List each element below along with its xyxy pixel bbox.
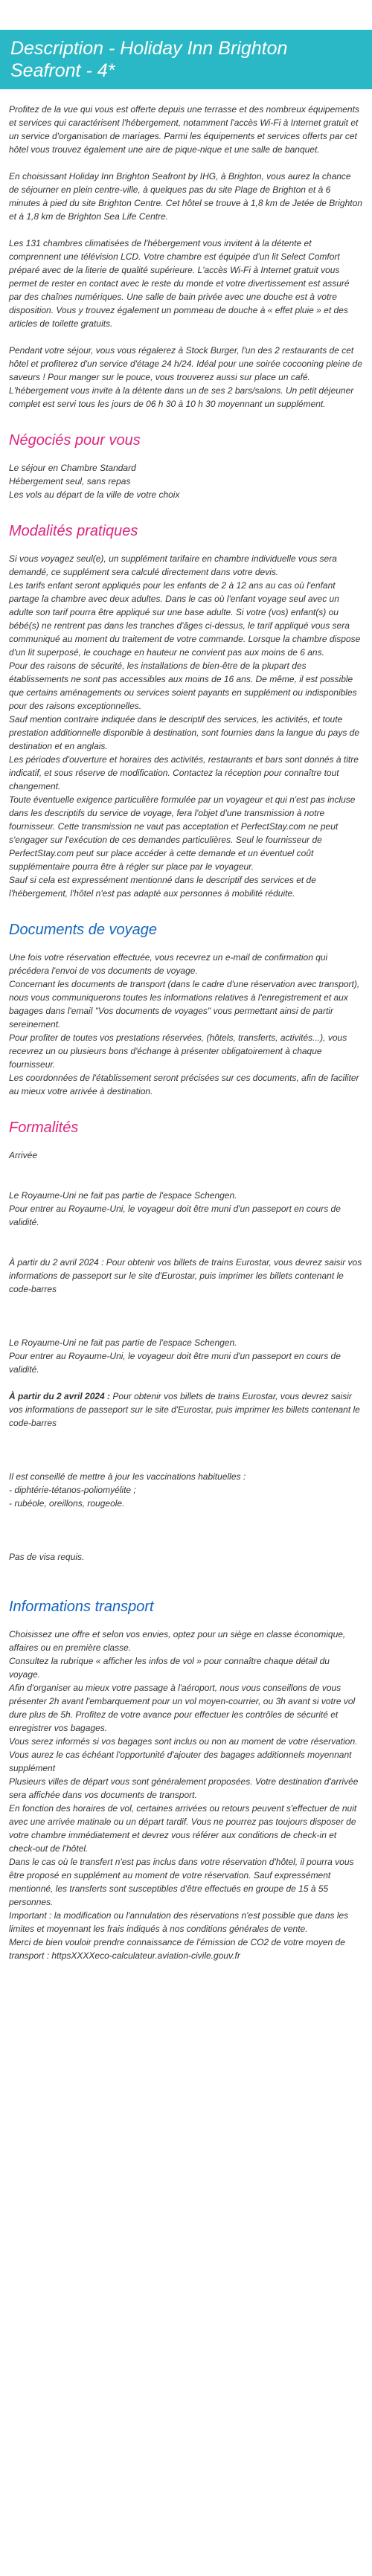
documents-line: Concernant les documents de transport (dans le cadre d'une réservation avec transport), nous vous communiquerons toutes les informations relatives à l'enregistrement et aux bagages dans l'email "Vos documents de voyages" vous permettant ainsi de partir sereinement. bbox=[9, 979, 360, 1030]
transport-heading: Informations transport bbox=[9, 1599, 154, 1615]
negocies-heading: Négociés pour vous bbox=[9, 432, 141, 449]
negocies-item: Hébergement seul, sans repas bbox=[9, 476, 131, 486]
transport-line: Choisissez une offre et selon vos envies, optez pour un siège en classe économique, affaires ou en première classe. bbox=[9, 1629, 346, 1653]
formalites-arrivee: Arrivée bbox=[9, 1150, 38, 1160]
modalites-line: Toute éventuelle exigence particulière formulée par un voyageur et qui n'est pas incluse dans les descriptifs du service de voyage, fera l'objet d'une transmission à notre fournisseur. Cette transmission ne vaut pas acceptation et PerfectStay.com ne peut s'engager sur l'exécution de ces demandes particulières. Seul le fournisseur de PerfectStay.com peut sur place accéder à cette demande et un éventuel coût supplémentaire pourra être à régler sur place par le voyageur. bbox=[9, 794, 356, 872]
transport-line: Dans le cas où le transfert n'est pas inclus dans votre réservation d'hôtel, il pourra vous être proposé en supplément au moment de votre réservation. Sauf expressément mentionné, les transferts sont susceptibles d'être effectués en groupe de 15 à 55 personnes. bbox=[9, 1857, 354, 1907]
description-section bbox=[9, 103, 363, 411]
transport-line: En fonction des horaires de vol, certaines arrivées ou retours peuvent s'effectuer de nuit avec une arrivée matinale ou un départ tardif. Vous ne pourrez pas toujours disposer de votre chambre immédiatement et devrez vous référer aux conditions de check-in et check-out de l'hôtel. bbox=[9, 1803, 357, 1854]
transport-line: Important : la modification ou l'annulation des réservations n'est possible que dans les limites et moyennant les frais indiqués à nos conditions générales de vente. bbox=[9, 1910, 349, 1934]
description-paragraph: Les 131 chambres climatisées de l'hébergement vous invitent à la détente et comprennent une télévision LCD. Votre chambre est équipée d'un lit Select Comfort préparé avec de la literie de qualité supérieure. L'accès Wi-Fi à Internet gratuit vous permet de rester en contact avec le reste du monde et votre divertissement est assuré par des chaînes numériques. Une salle de bain privée avec une douche est à votre disposition. Vous y trouvez également un pommeau de douche à « effet pluie » et des articles de toilette gratuits. bbox=[9, 238, 350, 329]
modalites-heading: Modalités pratiques bbox=[9, 523, 138, 539]
negocies-item: Le séjour en Chambre Standard bbox=[9, 463, 136, 473]
documents-heading: Documents de voyage bbox=[9, 922, 158, 938]
formalites-vaccins-line: - rubéole, oreillons, rougeole. bbox=[9, 1498, 125, 1509]
transport-line: Merci de bien vouloir prendre connaissance de l'émission de CO2 de votre moyen de transport : httpsXXXXeco-calculateur.aviation-civile.gouv.fr bbox=[9, 1937, 345, 1961]
page bbox=[0, 30, 372, 1962]
formalites-section bbox=[9, 1119, 363, 1564]
documents-section bbox=[9, 921, 363, 1098]
modalites-line: Sauf mention contraire indiquée dans le descriptif des services, les activités, et toute prestation additionnelle disponible à destination, sont fournies dans la langue du pays de destination et en anglais. bbox=[9, 714, 359, 751]
formalites-line: À partir du 2 avril 2024 : Pour obtenir vos billets de trains Eurostar, vous devrez saisir vos informations de passeport sur le site d'Eurostar, puis imprimer les billets contenant le code-barres bbox=[9, 1257, 362, 1294]
modalites-line: Les périodes d'ouverture et horaires des activités, restaurants et bars sont donnés à titre indicatif, et sous réserve de modification. Contactez la réception pour connaître tout changement. bbox=[9, 754, 359, 791]
content bbox=[0, 89, 372, 1962]
formalites-vaccins-line: Il est conseillé de mettre à jour les vaccinations habituelles : bbox=[9, 1471, 246, 1482]
formalites-line bbox=[9, 1390, 363, 1430]
formalites-line: Pour entrer au Royaume-Uni, le voyageur doit être muni d'un passeport en cours de validité. bbox=[9, 1351, 341, 1375]
formalites-line: Le Royaume-Uni ne fait pas partie de l'espace Schengen. bbox=[9, 1190, 237, 1201]
formalites-line: Le Royaume-Uni ne fait pas partie de l'espace Schengen. bbox=[9, 1337, 237, 1348]
negocies-item: Les vols au départ de la ville de votre choix bbox=[9, 489, 180, 500]
formalites-visa: Pas de visa requis. bbox=[9, 1552, 85, 1562]
transport-line: Vous serez informés si vos bagages sont inclus ou non au moment de votre réservation. bbox=[9, 1736, 358, 1747]
modalites-line: Les tarifs enfant seront appliqués pour les enfants de 2 à 12 ans au cas où l'enfant partage la chambre avec deux adultes. Dans le cas où l'enfant voyage seul avec un adulte son tarif pourra être appliqué sur une base adulte. Si votre (vos) enfant(s) ou bébé(s) ne rentrent pas dans les tranches d'âges ci-dessus, le tarif appliqué vous sera communiqué au moment du traitement de votre commande. Lorsque la chambre dispose d'un lit superposé, le couchage en hauteur ne convient pas aux moins de 6 ans. bbox=[9, 580, 361, 658]
documents-line: Les coordonnées de l'établissement seront précisées sur ces documents, afin de faciliter au mieux votre arrivée à destination. bbox=[9, 1073, 359, 1096]
modalites-line: Sauf si cela est expressément mentionné dans le descriptif des services et de l'hébergement, l'hôtel n'est pas adapté aux personnes à mobilité réduite. bbox=[9, 875, 316, 899]
formalites-date-bold: À partir du 2 avril 2024 : bbox=[9, 1391, 111, 1401]
formalites-line: Pour entrer au Royaume-Uni, le voyageur doit être muni d'un passeport en cours de validité. bbox=[9, 1204, 341, 1227]
description-paragraph: Profitez de la vue qui vous est offerte depuis une terrasse et des nombreux équipements et services qui caractérisent l'hébergement, notamment l'accès Wi-Fi à Internet gratuit et un service d'organisation de mariages. Parmi les équipements et services offerts par cet hôtel vous trouvez également une aire de pique-nique et une salle de banquet. bbox=[9, 104, 359, 155]
formalites-date-rest: Pour obtenir vos billets de trains Eurostar, vous devrez saisir vos informations de passeport sur le site d'Eurostar, puis imprimer les billets contenant le code-barres bbox=[9, 1391, 360, 1428]
transport-line: Consultez la rubrique « afficher les infos de vol » pour connaître chaque détail du voyage. bbox=[9, 1656, 330, 1680]
documents-line: Pour profiter de toutes vos prestations réservées, (hôtels, transferts, activités...), vous recevrez un ou plusieurs bons d'échange à présenter obligatoirement à chaque fournisseur. bbox=[9, 1032, 347, 1070]
formalites-heading: Formalités bbox=[9, 1120, 79, 1136]
page-title: Description - Holiday Inn Brighton Seafront - 4* bbox=[0, 30, 372, 89]
modalites-line: Si vous voyagez seul(e), un supplément tarifaire en chambre individuelle vous sera demandé, ce supplément sera calculé directement dans votre devis. bbox=[9, 553, 337, 577]
transport-line: Vous aurez le cas échéant l'opportunité d'ajouter des bagages additionnels moyennant supplément bbox=[9, 1750, 352, 1773]
transport-line: Plusieurs villes de départ vous sont généralement proposées. Votre destination d'arrivée sera affichée dans vos documents de transport. bbox=[9, 1776, 359, 1800]
modalites-section bbox=[9, 522, 363, 900]
description-paragraph: En choisissant Holiday Inn Brighton Seafront by IHG, à Brighton, vous aurez la chance de séjourner en plein centre-ville, à quelques pas du site Plage de Brighton et à 6 minutes à pied du site Brighton Centre. Cet hôtel se trouve à 1,8 km de Jetée de Brighton et à 1,8 km de Brighton Sea Life Centre. bbox=[9, 171, 362, 222]
transport-line: Afin d'organiser au mieux votre passage à l'aéroport, nous vous conseillons de vous présenter 2h avant l'embarquement pour un vol moyen-courrier, ou 3h avant si votre vol dure plus de 5h. Profitez de votre avance pour effectuer les contrôles de sécurité et enregistrer vos bagages. bbox=[9, 1683, 356, 1733]
formalites-vaccins-line: - diphtérie-tétanos-poliomyélite ; bbox=[9, 1485, 136, 1495]
description-paragraph: Pendant votre séjour, vous vous régalerez à Stock Burger, l'un des 2 restaurants de cet hôtel et profiterez d'un service d'étage 24 h/24. Idéal pour une soirée cocooning pleine de saveurs ! Pour manger sur le pouce, vous trouverez aussi sur place un café. L'hébergement vous invite à la détente dans un de ses 2 bars/salons. Un petit déjeuner complet est servi tous les jours de 06 h 30 à 10 h 30 moyennant un supplément. bbox=[9, 345, 362, 409]
transport-section bbox=[9, 1598, 363, 1962]
modalites-line: Pour des raisons de sécurité, les installations de bien-être de la plupart des établissements ne sont pas accessibles aux moins de 16 ans. De même, il est possible que certains aménagements ou services soient payants en supplément ou indisponibles pour des raisons exceptionnelles. bbox=[9, 661, 357, 711]
negocies-section bbox=[9, 431, 363, 501]
documents-line: Une fois votre réservation effectuée, vous recevrez un e-mail de confirmation qui précédera l'envoi de vos documents de voyage. bbox=[9, 952, 328, 976]
